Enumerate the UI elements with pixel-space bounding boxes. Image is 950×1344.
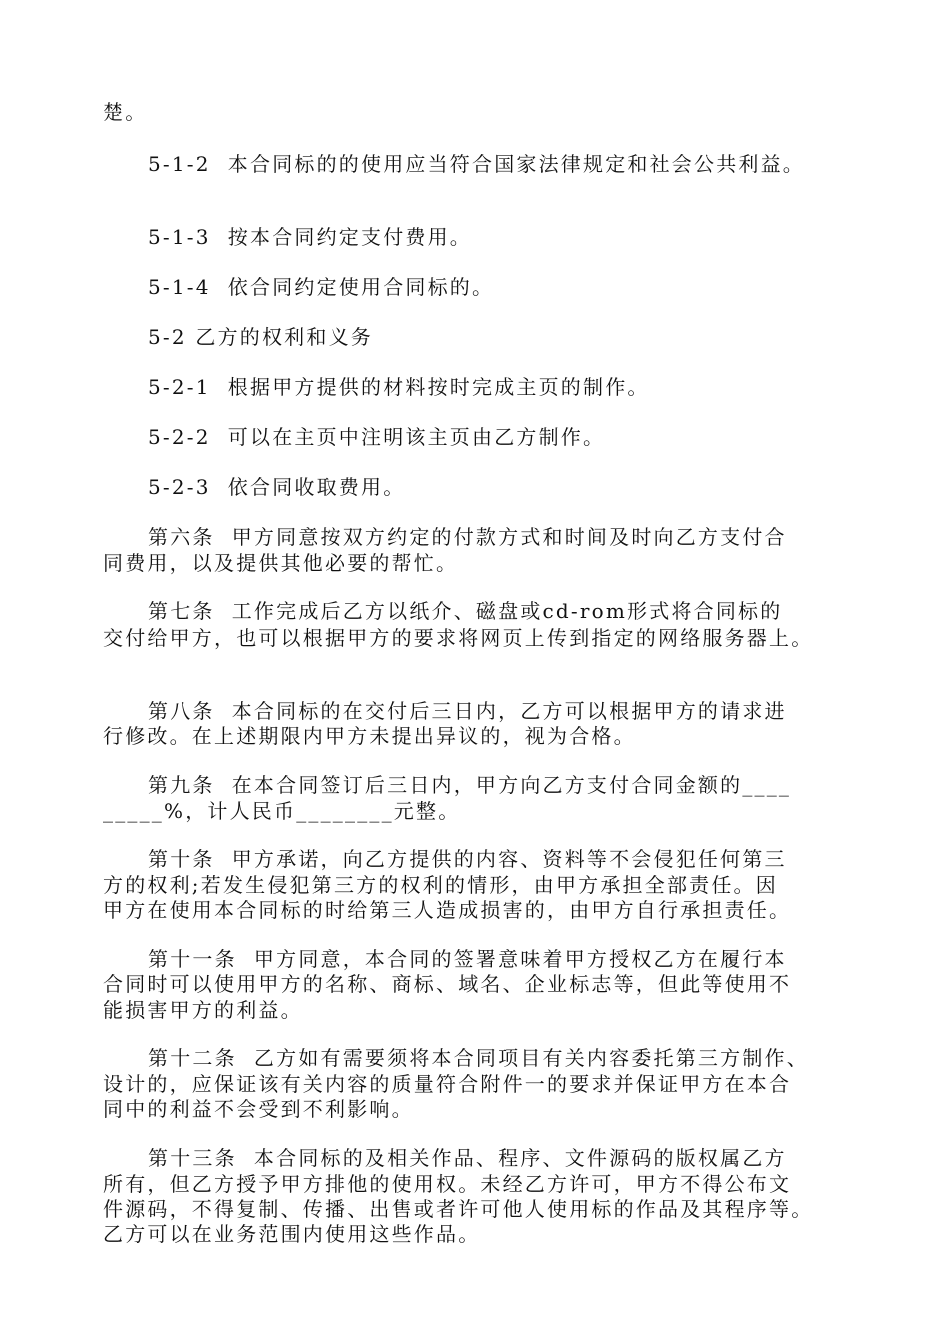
article-13-line: 件源码，不得复制、传播、出售或者许可他人使用标的作品及其程序等。 bbox=[103, 1197, 814, 1221]
text-line: 5-1-4 依合同约定使用合同标的。 bbox=[148, 275, 495, 299]
text-line: 5-1-3 按本合同约定支付费用。 bbox=[148, 225, 473, 249]
article-12-line: 第十二条 乙方如有需要须将本合同项目有关内容委托第三方制作、 bbox=[148, 1046, 809, 1070]
article-12-line: 设计的，应保证该有关内容的质量符合附件一的要求并保证甲方在本合 bbox=[103, 1072, 792, 1096]
article-11-line: 能损害甲方的利益。 bbox=[103, 998, 303, 1022]
article-7-line: 交付给甲方，也可以根据甲方的要求将网页上传到指定的网络服务器上。 bbox=[103, 626, 814, 650]
article-6-line: 同费用，以及提供其他必要的帮忙。 bbox=[103, 551, 459, 575]
article-13-line: 乙方可以在业务范围内使用这些作品。 bbox=[103, 1222, 481, 1246]
article-13-line: 第十三条 本合同标的及相关作品、程序、文件源码的版权属乙方 bbox=[148, 1146, 787, 1170]
article-6-line: 第六条 甲方同意按双方约定的付款方式和时间及时向乙方支付合 bbox=[148, 525, 787, 549]
article-10-line: 第十条 甲方承诺，向乙方提供的内容、资料等不会侵犯任何第三 bbox=[148, 847, 787, 871]
article-9-line: 第九条 在本合同签订后三日内，甲方向乙方支付合同金额的____ bbox=[148, 773, 792, 797]
text-line: 5-2-2 可以在主页中注明该主页由乙方制作。 bbox=[148, 425, 606, 449]
text-line: 5-2-3 依合同收取费用。 bbox=[148, 475, 406, 499]
text-line: 楚。 bbox=[103, 100, 148, 124]
article-10-line: 方的权利;若发生侵犯第三方的权利的情形，由甲方承担全部责任。因 bbox=[103, 873, 778, 897]
article-8-line: 第八条 本合同标的在交付后三日内，乙方可以根据甲方的请求进 bbox=[148, 699, 787, 723]
section-heading: 5-2 乙方的权利和义务 bbox=[148, 325, 373, 349]
text-line: 5-1-2 本合同标的的使用应当符合国家法律规定和社会公共利益。 bbox=[148, 152, 806, 176]
article-13-line: 所有，但乙方授予甲方排他的使用权。未经乙方许可，甲方不得公布文 bbox=[103, 1172, 792, 1196]
article-12-line: 同中的利益不会受到不利影响。 bbox=[103, 1097, 414, 1121]
article-11-line: 第十一条 甲方同意，本合同的签署意味着甲方授权乙方在履行本 bbox=[148, 947, 787, 971]
article-7-line: 第七条 工作完成后乙方以纸介、磁盘或cd-rom形式将合同标的 bbox=[148, 599, 783, 623]
article-10-line: 甲方在使用本合同标的时给第三人造成损害的，由甲方自行承担责任。 bbox=[103, 898, 792, 922]
article-8-line: 行修改。在上述期限内甲方未提出异议的，视为合格。 bbox=[103, 724, 636, 748]
article-9-line: _____%，计人民币________元整。 bbox=[103, 799, 461, 823]
article-11-line: 合同时可以使用甲方的名称、商标、域名、企业标志等，但此等使用不 bbox=[103, 972, 792, 996]
text-line: 5-2-1 根据甲方提供的材料按时完成主页的制作。 bbox=[148, 375, 650, 399]
